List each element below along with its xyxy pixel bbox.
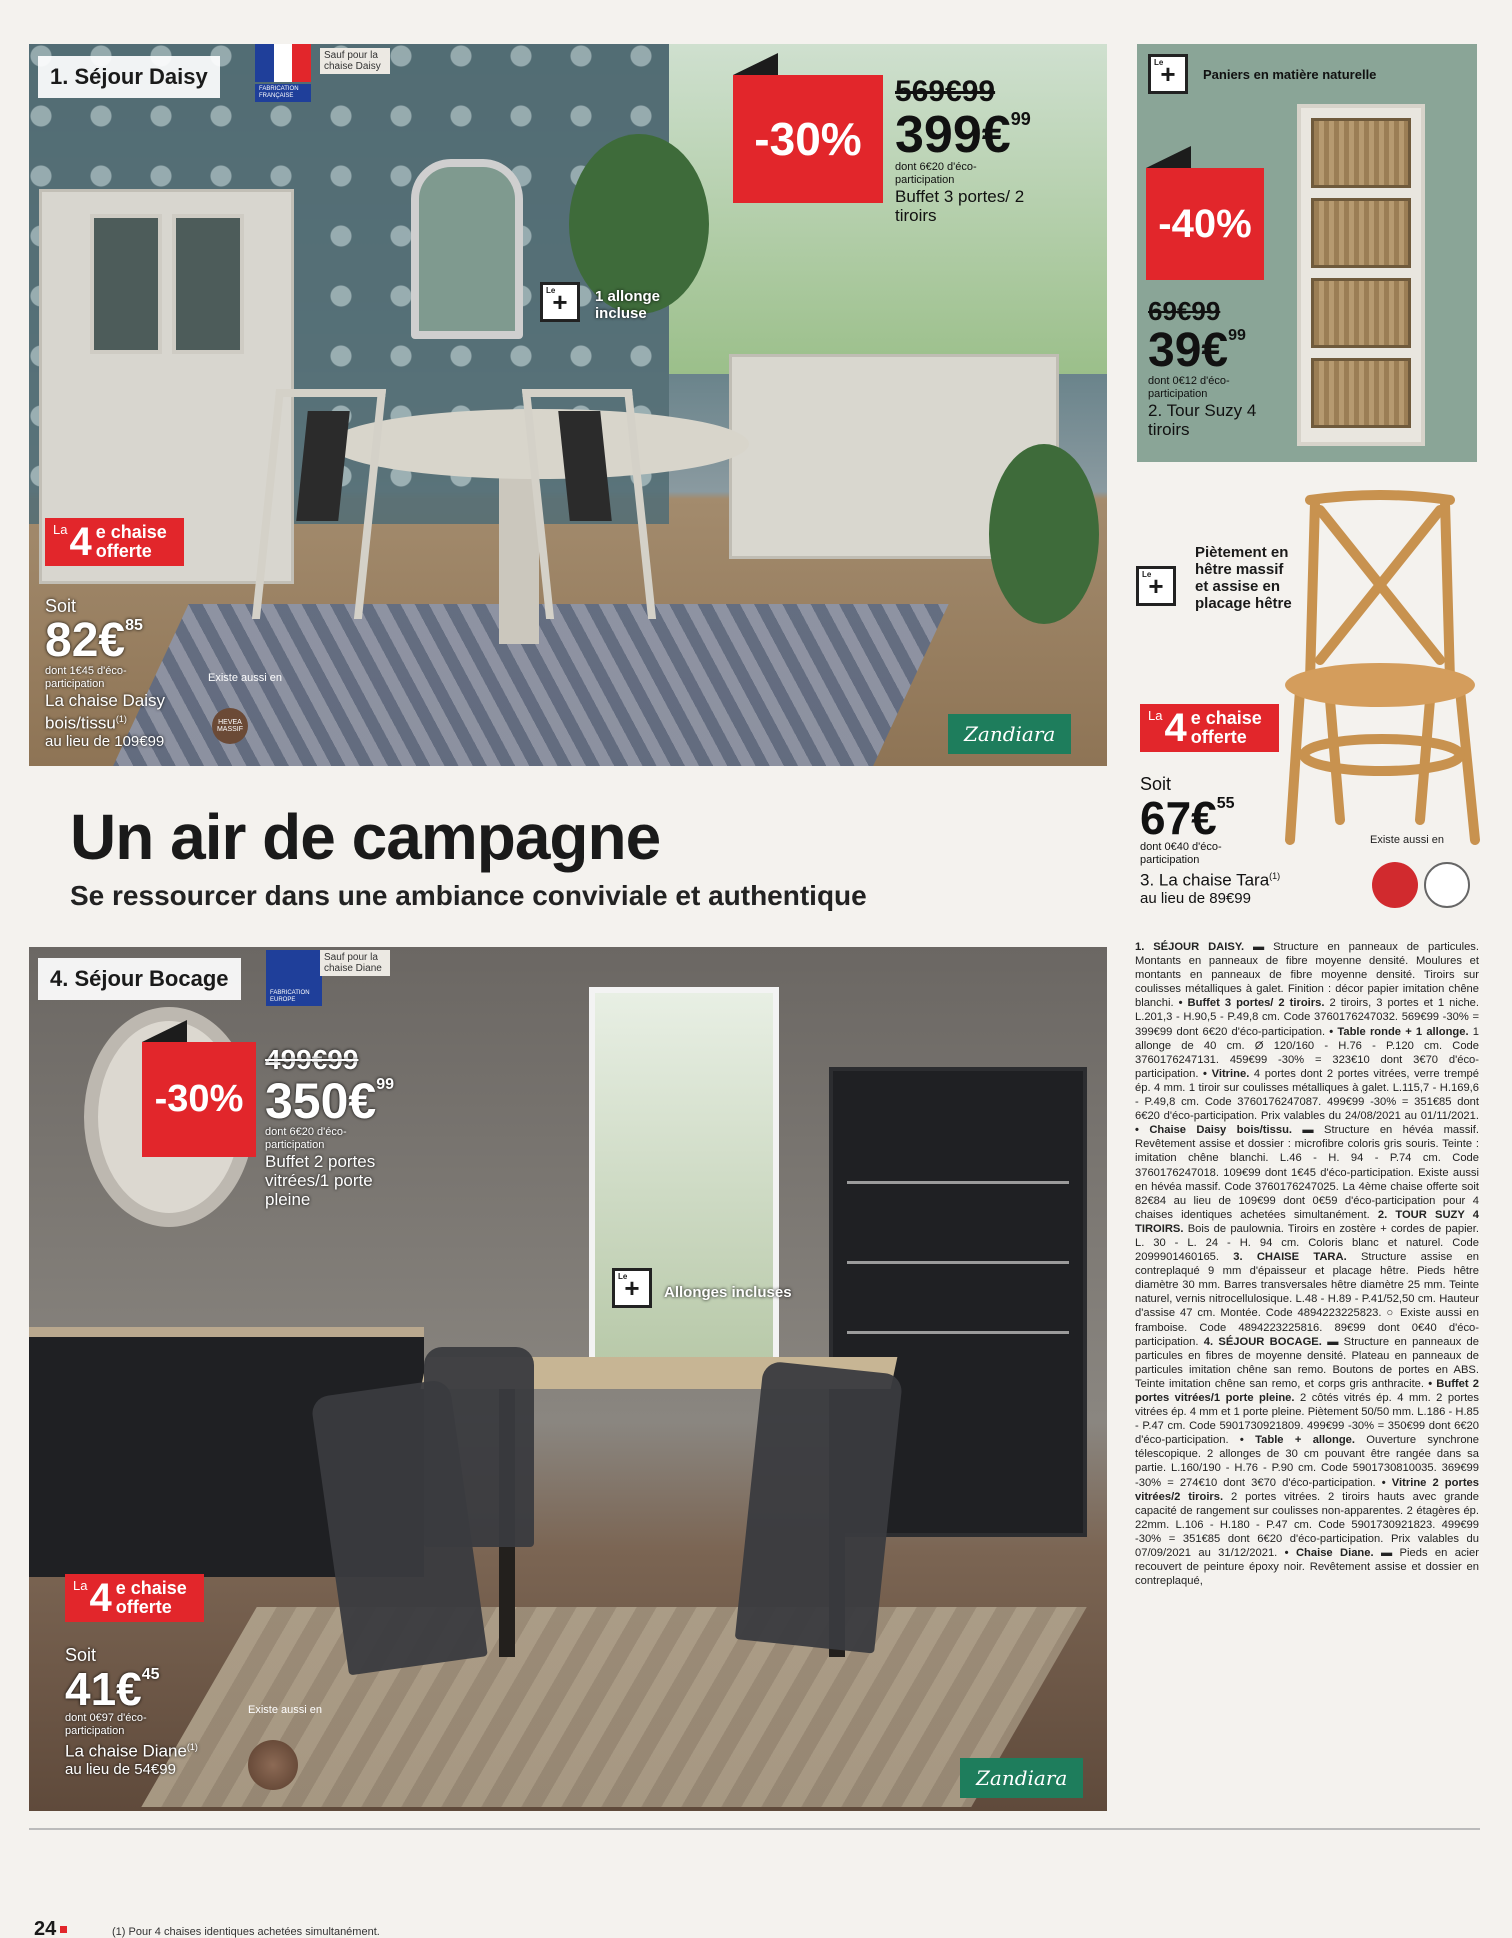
daisy-chair: [252, 389, 386, 619]
tara-chair-photo: [1270, 490, 1490, 850]
was-price: au lieu de 54€99: [65, 1760, 176, 1778]
old-price: 499€99: [265, 1044, 359, 1075]
price-main: 67€: [1140, 792, 1217, 844]
product-name: La chaise Daisy bois/tissu: [45, 691, 166, 733]
plant: [989, 444, 1099, 624]
color-swatch-white[interactable]: [1424, 862, 1470, 908]
old-price: 569€99: [895, 75, 996, 108]
fourth-chair-offer-bocage: La 4 e chaise offerte: [65, 1574, 204, 1622]
eco-participation: dont 0€97 d'éco-participation: [65, 1712, 147, 1737]
price-main: 350€: [265, 1073, 377, 1129]
price-main: 39€: [1148, 324, 1229, 377]
was-price: au lieu de 109€99: [45, 732, 165, 750]
room-title-bocage: 4. Séjour Bocage: [38, 958, 241, 1000]
description-body: 4 portes dont 2 portes vitrées, verre trempé ép. 4 mm. 1 tiroir sur coulisses métalliques à galet. L.115,7 - H.169,6 - P.49,8 cm. Code 3760176247087. 499€99 -30% = 351€85 dont 6€20 d'éco-participation. Prix valables du 24/08/2021 au 01/11/2021.: [1135, 1067, 1479, 1123]
description-body: 2 portes vitrées. 2 tiroirs hauts avec grande capacité de rangement sur coulisses non-apparentes. 2 étagères ép. 22mm. L.106 - H.180 - P.47 cm. Code 5901730921823. 499€99 -30% = 351€85 dont 6€20 d'éco-participation. Prix valables du 07/09/2021 au 31/12/2021.: [1135, 1490, 1479, 1560]
flag-label: FABRICATION EUROPE: [266, 988, 322, 1006]
plant: [569, 134, 709, 314]
description-body: ▬ Structure en panneaux de particules en fibres de moyenne densité. Plateau en panneaux de particules imitation chêne san remo. Boutons de portes en ABS. Teinte imitation chêne san remo, et corps gris anthracite.: [1135, 1335, 1479, 1390]
product-name: Buffet 2 portes vitrées/1 porte pleine: [265, 1152, 376, 1209]
price-block-buffet-daisy: [895, 75, 1055, 225]
plus-icon: Le +: [1136, 566, 1176, 606]
price-main: 82€: [45, 614, 126, 667]
description-heading: 3. CHAISE TARA.: [1233, 1251, 1347, 1264]
callout-pietement: Piètement en hêtre massif et assise en placage hêtre: [1195, 544, 1292, 612]
product-name: La chaise Diane: [65, 1741, 187, 1761]
price-block-chair-daisy: [45, 596, 195, 750]
description-heading: • Table + allonge.: [1239, 1434, 1355, 1447]
old-price: 69€99: [1148, 296, 1221, 326]
callout-allonge: 1 allonge incluse: [595, 288, 661, 322]
description-body: ▬ Pieds en acier recouvert de peinture époxy noir. Revêtement assise et dossier en contreplaqué,: [1135, 1547, 1479, 1588]
description-text: [1135, 940, 1479, 1588]
exist-label: Existe aussi en: [1370, 834, 1444, 846]
discount-badge-buffet-daisy: -30%: [733, 75, 883, 203]
description-heading: • Vitrine 2 portes vitrées/2 tiroirs.: [1135, 1476, 1479, 1503]
eco-participation: dont 0€12 d'éco-participation: [1148, 375, 1230, 400]
color-swatch-red[interactable]: [1372, 862, 1418, 908]
price-main: 399€: [895, 106, 1011, 164]
description-body: Ouverture synchrone télescopique. 2 allonges de 30 cm pouvant être rangée dans sa partie. L.160/190 - H.76 - P.90 cm. Code 5901730810035. 369€99 -30% = 274€10 dont 3€70 d'éco-participation.: [1135, 1434, 1479, 1489]
description-body: ▬ Structure en hévéa massif. Revêtement assise et dossier : microfibre coloris gris souris. Teinte : imitation chêne blanchi. L.46 - H. 94 - P.74 cm. Code 3760176247018. 109€99 dont 1€45 d'éco-participation. Existe aussi en hévéa massif. Code 3760176247025. La 4ème chaise offerte soit 82€84 au lieu de 109€99 dont 0€59 d'éco-participation pour 4 chaises identiques achetées simultanément.: [1135, 1124, 1479, 1221]
brand-logo: Zandiara: [960, 1758, 1083, 1798]
footer-divider: [29, 1828, 1480, 1830]
callout-allonges: Allonges incluses: [664, 1284, 792, 1301]
flag-note: Sauf pour la chaise Daisy: [320, 48, 390, 74]
price-cents: 99: [376, 1076, 395, 1093]
price-block-tour: [1148, 296, 1278, 439]
price-cents: 99: [1228, 327, 1246, 344]
eco-participation: dont 1€45 d'éco-participation: [45, 665, 127, 690]
description-body: ▬ Structure en panneaux de particules. Montants en panneaux de fibre moyenne densité. Moulures et montants en panneaux de fibre moyenne densité. Tiroirs sur coulisses métalliques à galet. Finition : décor papier imitation chêne blanchi.: [1135, 941, 1479, 1010]
discount-badge-tour: -40%: [1146, 168, 1264, 280]
flag-label: FABRICATION FRANÇAISE: [255, 84, 311, 102]
page-number: 24: [34, 1918, 67, 1938]
description-body: 2 tiroirs, 3 portes et 1 niche. L.201,3 - H.90,5 - P.49,8 cm. Code 3760176247032. 569€99 -30% = 399€99 dont 6€20 d'éco-participation.: [1135, 997, 1479, 1038]
glass-door: [589, 987, 779, 1367]
footnote-ref: (1): [1269, 871, 1281, 881]
price-cents: 85: [125, 617, 143, 634]
plus-icon: Le +: [540, 282, 580, 322]
exist-label: Existe aussi en: [248, 1704, 322, 1716]
tour-cabinet: [1297, 104, 1425, 446]
fabric-swatch[interactable]: [248, 1740, 298, 1790]
product-description-column: [1135, 940, 1479, 1808]
description-heading: • Table ronde + 1 allonge.: [1329, 1025, 1469, 1038]
price-block-buffet-bocage: [265, 1044, 415, 1209]
page-subheadline: Se ressourcer dans une ambiance conviviale et authentique: [70, 880, 867, 911]
fourth-chair-offer-tara: La 4 e chaise offerte: [1140, 704, 1279, 752]
exist-label: Existe aussi en: [208, 672, 282, 684]
room-title-daisy: 1. Séjour Daisy: [38, 56, 220, 98]
price-block-tara: [1140, 774, 1280, 907]
footnote-ref: (1): [115, 714, 127, 724]
price-cents: 55: [1216, 795, 1235, 812]
description-body: Structure assise en contreplaqué 9 mm d'épaisseur et placage hêtre. Pieds hêtre diamètre 30 mm. Barres transversales hêtre diamètre 25 mm. Teinte naturel, vernis nitrocellulosique. L.48 - H.89 - P.41/52,50 cm. Hauteur d'assise 47 cm. Montée. Code 4894223225823. ○ Existe aussi en framboise. Code 4894223225816. 89€99 dont 0€40 d'éco-participation.: [1135, 1251, 1479, 1348]
callout-paniers: Paniers en matière naturelle: [1203, 67, 1377, 82]
description-heading: 2. TOUR SUZY 4 TIROIRS.: [1135, 1208, 1479, 1235]
eu-flag-icon: [266, 950, 322, 988]
description-body: 1 allonge de 40 cm. Ø 120/160 - H.76 - P.120 cm. Code 3760176247131. 459€99 -30% = 323€10 dont 3€70 d'éco-participation.: [1135, 1025, 1479, 1080]
plus-icon: Le +: [612, 1268, 652, 1308]
tara-chair-illustration: [1270, 490, 1490, 850]
description-heading: 4. SÉJOUR BOCAGE.: [1203, 1335, 1322, 1348]
price-block-chair-bocage: [65, 1645, 198, 1778]
footnote: (1) Pour 4 chaises identiques achetées simultanément.: [112, 1926, 380, 1938]
description-body: 2 côtés vitrés ép. 4 mm. 2 portes vitrées ép. 4 mm et 1 porte pleine. Piètement 50/50 mm. L.186 - H.85 - P.47 cm. Code 5901730921809. 499€99 -30% = 350€99 dont 6€20 d'éco-participation.: [1135, 1392, 1479, 1447]
description-heading: • Chaise Diane.: [1284, 1547, 1374, 1560]
soit-label: Soit: [65, 1645, 97, 1665]
page-headline: Un air de campagne: [70, 801, 661, 873]
price-main: 41€: [65, 1663, 142, 1715]
plus-icon: Le +: [1148, 54, 1188, 94]
eco-participation: dont 6€20 d'éco-participation: [895, 161, 977, 186]
hevea-badge: HEVEA MASSIF: [212, 708, 248, 744]
diane-chair: [424, 1347, 534, 1547]
description-heading: • Buffet 2 portes vitrées/1 porte pleine.: [1135, 1377, 1479, 1404]
diane-chair: [735, 1360, 904, 1653]
soit-label: Soit: [1140, 774, 1172, 794]
description-heading: • Buffet 3 portes/ 2 tiroirs.: [1178, 997, 1325, 1010]
price-cents: 99: [1010, 109, 1031, 129]
flag-note: Sauf pour la chaise Diane: [320, 950, 390, 976]
french-flag-icon: [255, 44, 311, 82]
brand-logo: Zandiara: [948, 714, 1071, 754]
description-heading: • Vitrine.: [1203, 1067, 1250, 1080]
product-name: 3. La chaise Tara: [1140, 870, 1270, 890]
fourth-chair-offer-daisy: La 4 e chaise offerte: [45, 518, 184, 566]
discount-badge-buffet-bocage: -30%: [142, 1042, 256, 1157]
description-body: Bois de paulownia. Tiroirs en zostère + cordes de papier. L. 30 - L. 24 - H. 94 cm. Coloris blanc et naturel. Code 2099901460165.: [1135, 1222, 1479, 1264]
eco-participation: dont 6€20 d'éco-participation: [265, 1126, 347, 1151]
soit-label: Soit: [45, 596, 77, 616]
footnote-ref: (1): [186, 1742, 198, 1752]
was-price: au lieu de 89€99: [1140, 889, 1251, 907]
description-heading: 1. SÉJOUR DAISY.: [1135, 941, 1245, 953]
product-name: Buffet 3 portes/ 2 tiroirs: [895, 187, 1025, 225]
description-heading: • Chaise Daisy bois/tissu.: [1135, 1124, 1293, 1137]
eco-participation: dont 0€40 d'éco-participation: [1140, 841, 1222, 866]
price-cents: 45: [141, 1666, 160, 1683]
mirror: [411, 159, 523, 339]
product-name: 2. Tour Suzy 4 tiroirs: [1148, 401, 1257, 439]
